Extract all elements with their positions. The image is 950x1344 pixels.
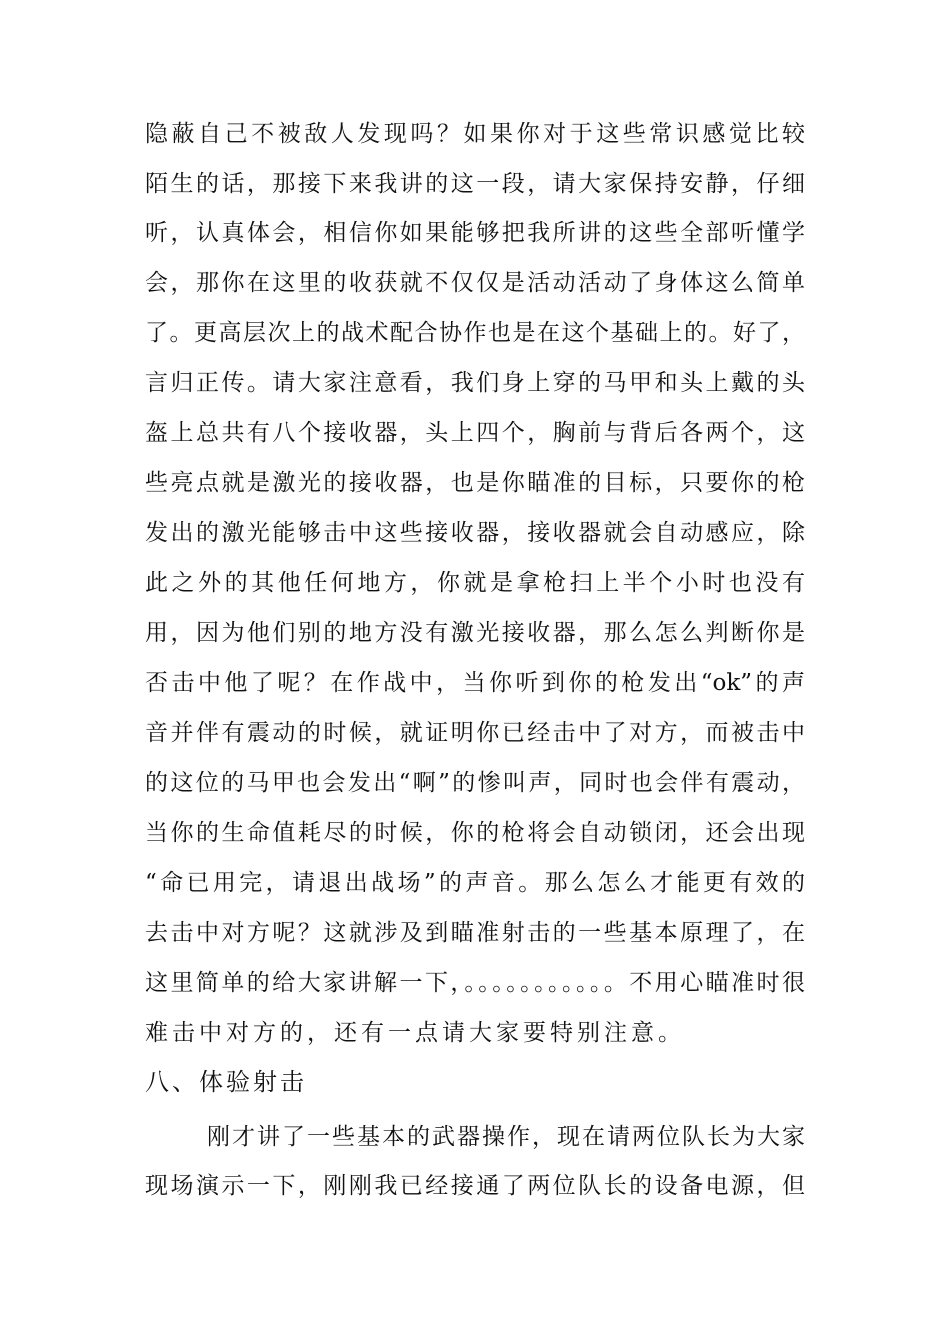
text-line: 会，那你在这里的收获就不仅仅是活动活动了身体这么简单 xyxy=(145,270,805,296)
text-line: 否击中他了呢？在作战中，当你听到你的枪发出“ok”的声 xyxy=(145,670,805,696)
text-line: 了。更高层次上的战术配合协作也是在这个基础上的。好了， xyxy=(145,320,805,346)
text-line: 此之外的其他任何地方，你就是拿枪扫上半个小时也没有 xyxy=(145,570,805,596)
text-line: 盔上总共有八个接收器，头上四个，胸前与背后各两个，这 xyxy=(145,420,805,446)
text-line: 难击中对方的，还有一点请大家要特别注意。 xyxy=(145,1020,685,1046)
text-line: 当你的生命值耗尽的时候，你的枪将会自动锁闭，还会出现 xyxy=(145,820,805,846)
text-line: “命已用完，请退出战场”的声音。那么怎么才能更有效的 xyxy=(145,870,805,896)
text-line: 用，因为他们别的地方没有激光接收器，那么怎么判断你是 xyxy=(145,620,805,646)
text-line: 陌生的话，那接下来我讲的这一段，请大家保持安静，仔细 xyxy=(145,171,805,197)
text-line: 听，认真体会，相信你如果能够把我所讲的这些全部听懂学 xyxy=(145,220,805,246)
text-line: 言归正传。请大家注意看，我们身上穿的马甲和头上戴的头 xyxy=(145,370,805,396)
text-line: 发出的激光能够击中这些接收器，接收器就会自动感应，除 xyxy=(145,520,805,546)
text-line: 现场演示一下，刚刚我已经接通了两位队长的设备电源，但 xyxy=(145,1173,805,1199)
text-line: 刚才讲了一些基本的武器操作，现在请两位队长为大家 xyxy=(207,1124,805,1150)
section-heading: 八、体验射击 xyxy=(145,1068,307,1096)
text-line: 音并伴有震动的时候，就证明你已经击中了对方，而被击中 xyxy=(145,720,805,746)
text-line: 些亮点就是激光的接收器，也是你瞄准的目标，只要你的枪 xyxy=(145,470,805,496)
text-line: 隐蔽自己不被敌人发现吗？如果你对于这些常识感觉比较 xyxy=(145,121,805,147)
text-line: 去击中对方呢？这就涉及到瞄准射击的一些基本原理了，在 xyxy=(145,920,805,946)
text-line: 这里简单的给大家讲解一下，。。。。。。。。。。。不用心瞄准时很 xyxy=(145,970,805,996)
text-line: 的这位的马甲也会发出“啊”的惨叫声，同时也会伴有震动， xyxy=(145,770,805,796)
